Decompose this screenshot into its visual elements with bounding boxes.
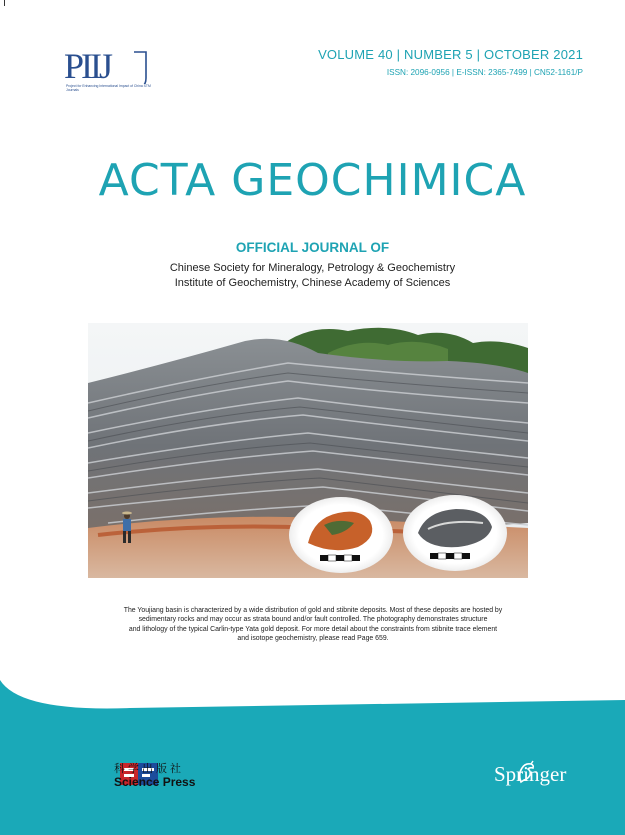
crop-mark — [4, 0, 5, 6]
springer-wordmark: Springer — [494, 762, 567, 786]
institute-name: Institute of Geochemistry, Chinese Academy of Sciences — [174, 277, 451, 289]
piij-logo — [64, 48, 154, 104]
cover-caption — [96, 606, 530, 644]
journal-title: ACTA GEOCHIMICA — [98, 155, 527, 206]
caption-line: and isotope geochemistry, please read Page 659. — [237, 635, 389, 643]
caption-line: sedimentary rocks and may occur as strata bound and/or fault controlled. The photography demonstrates structure — [138, 616, 488, 624]
outcrop-photo — [88, 323, 528, 578]
cover-photo — [88, 323, 528, 578]
piij-tagline: Project for Enhancing International Impact of China STM Journals — [66, 84, 151, 92]
official-journal-heading: OFFICIAL JOURNAL OF — [235, 240, 390, 255]
caption-line: and lithology of the typical Carlin-type Yata gold deposit. For more detail about the constraints from stibnite trace element — [128, 625, 498, 633]
science-press-name: Science Press — [114, 775, 196, 789]
issue-info: VOLUME 40 | NUMBER 5 | OCTOBER 2021 — [318, 47, 583, 62]
society-name: Chinese Society for Mineralogy, Petrology & Geochemistry — [169, 262, 456, 274]
sample-disc-right — [403, 495, 507, 571]
caption-line: The Youjiang basin is characterized by a wide distribution of gold and stibnite deposits. Most of these deposits are hosted by — [123, 607, 503, 614]
issn-info: ISSN: 2096-0956 | E-ISSN: 2365-7499 | CN52-1161/P — [386, 68, 583, 77]
science-press-chinese: 科学出版社 — [114, 762, 184, 775]
sample-disc-left — [289, 497, 393, 573]
piij-logo-mark — [64, 48, 150, 84]
piij-logo-text: PIIJ — [64, 48, 111, 84]
